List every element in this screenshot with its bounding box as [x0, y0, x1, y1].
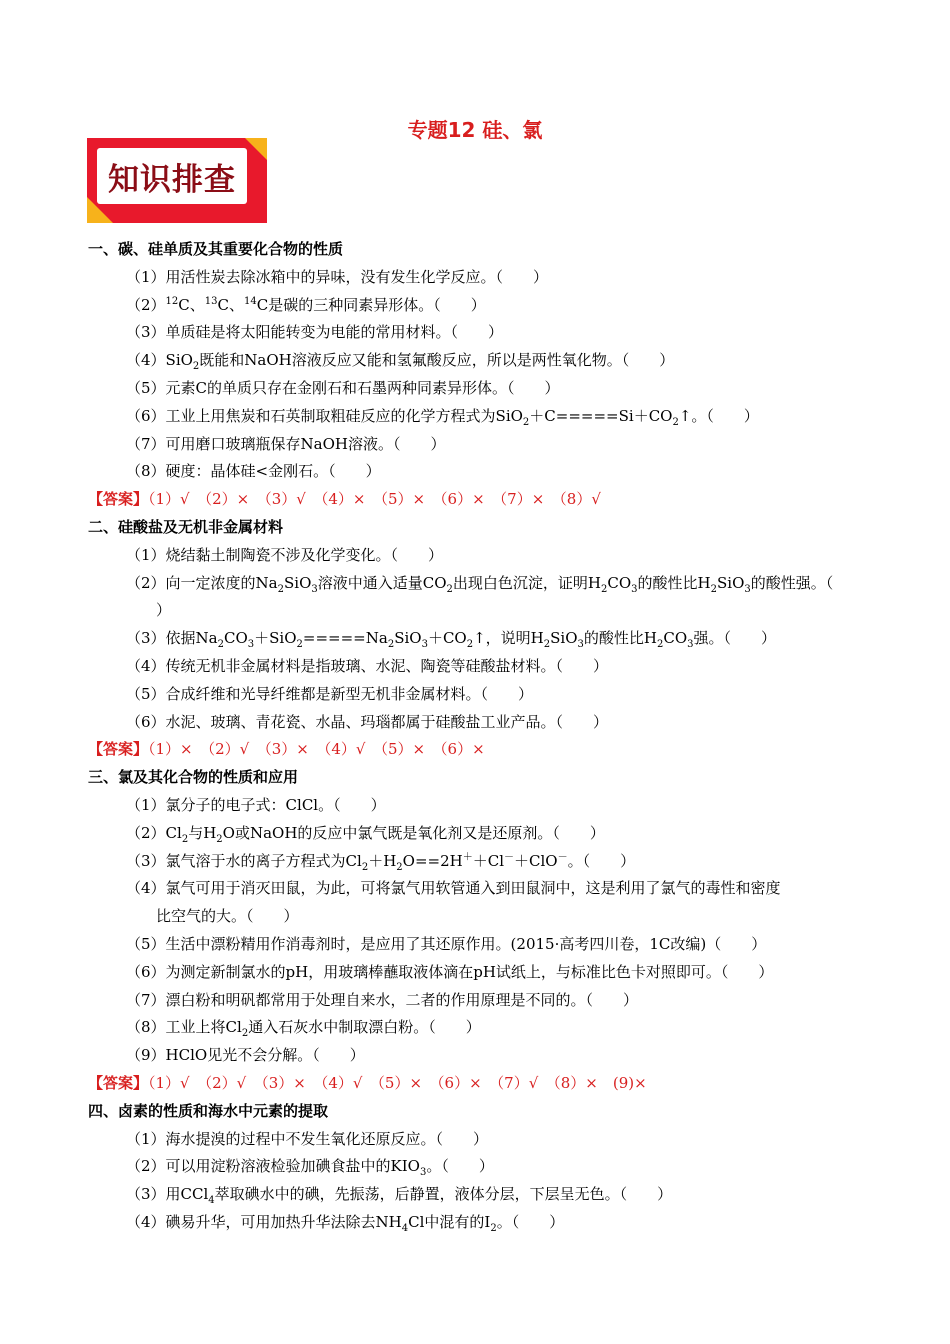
question-item-continuation: ）: [156, 601, 172, 620]
answer-line: [88, 1070, 868, 1098]
question-item: （1）用活性炭去除冰箱中的异味，没有发生化学反应。（ ）: [126, 267, 549, 286]
question-item: （4）传统无机非金属材料是指玻璃、水泥、陶瓷等硅酸盐材料。（ ）: [126, 656, 609, 675]
answer-label: 【答案】: [88, 1073, 149, 1092]
question-item: （5）生活中漂粉精用作消毒剂时，是应用了其还原作用。(2015·高考四川卷，1C改编)（ ）: [126, 934, 767, 953]
question-item: （3）用CCl$_4$萃取碘水中的碘，先振荡，后静置，液体分层，下层呈无色。（ ）: [126, 1185, 673, 1207]
answer-label: 【答案】: [88, 740, 149, 759]
question-item: $(2)^{12}C$、$^{13}$C、$^{14}$C是碳的三种同素异形体。（ ）: [126, 295, 486, 314]
page-title: 专题12 硅、氯: [407, 118, 543, 142]
badge-corner-decoration: [245, 138, 267, 160]
question-item: （3）单质硅是将太阳能转变为电能的常用材料。（ ）: [126, 323, 504, 342]
question-item: （8）工业上将$Cl_2$通入石灰水中制取漂白粉。（ ）: [126, 1018, 481, 1040]
answer-text: （1）√ （2）√ （3）× （4）√ （5）× （6）× （7）√ （8）× (9)×: [148, 1073, 647, 1092]
question-item: （7）漂白粉和明矾都常用于处理自来水，二者的作用原理是不同的。（ ）: [126, 990, 639, 1009]
section-heading: 三、氯及其化合物的性质和应用: [88, 768, 299, 787]
section-heading: 一、碳、硅单质及其重要化合物的性质: [88, 240, 344, 258]
answer-label: 【答案】: [88, 490, 149, 509]
question-item: （6）水泥、玻璃、青花瓷、水晶、玛瑙都属于硅酸盐工业产品。（ ）: [126, 712, 609, 731]
question-item: （4）氯气可用于消灭田鼠，为此，可将氯气用软管通入到田鼠洞中，这是利用了氯气的毒性和密度: [126, 879, 781, 898]
answer-text: （1）× （2）√ （3）× （4）√ （5）× （6）×: [148, 740, 485, 759]
question-item: （8）硬度：晶体硅<金刚石。（ ）: [126, 462, 381, 481]
knowledge-check-badge: [87, 138, 267, 223]
document-body: [88, 236, 868, 1237]
question-item: （1）烧结黏土制陶瓷不涉及化学变化。（ ）: [126, 545, 444, 564]
badge-label: 知识排查: [108, 161, 236, 198]
question-item: （5）合成纤维和光导纤维都是新型无机非金属材料。（ ）: [126, 684, 534, 703]
question-item: （1）氯分子的电子式：ClCl。（ ）: [126, 795, 386, 814]
question-item: （3）氯气溶于水的离子方程式为$Cl_2+H_2O==2H^++Cl^-+ClO^-$。（ ）: [126, 851, 636, 873]
question-item: （4）碘易升华，可用加热升华法除去$NH_4Cl$中混有的$I_2$。（ ）: [126, 1212, 565, 1234]
question-item: （2）可以用淀粉溶液检验加碘食盐中的$KIO_3$。（ ）: [126, 1157, 494, 1179]
answer-line: [88, 736, 868, 764]
question-item-continuation: 比空气的大。（ ）: [156, 907, 299, 926]
question-item: （6）工业上用焦炭和石英制取粗硅反应的化学方程式为$SiO_2+C=====Si+CO_2↑$。（ ）: [126, 406, 759, 428]
question-item: （1）海水提溴的过程中不发生氧化还原反应。（ ）: [126, 1129, 489, 1148]
answer-text: （1）√ （2）× （3）√ （4）× （5）× （6）× （7）× （8）√: [148, 490, 601, 509]
section-heading: 四、卤素的性质和海水中元素的提取: [88, 1101, 329, 1120]
question-item: （9）HClO见光不会分解。（ ）: [126, 1046, 365, 1065]
question-item: （4）SiO$_2$既能和NaOH溶液反应又能和氢氟酸反应，所以是两性氧化物。（ ）: [126, 351, 675, 373]
question-item: （5）元素C的单质只存在金刚石和石墨两种同素异形体。（ ）: [126, 378, 560, 397]
question-item: （2）向一定浓度的$Na_2SiO_3$溶液中通入适量$CO_2$出现白色沉淀，证明$H_2CO_3$的酸性比$H_2SiO_3$的酸性强。（: [126, 573, 834, 595]
question-item: $(2)Cl_2$与$H_2O$或NaOH的反应中氯气既是氧化剂又是还原剂。（ ）: [126, 823, 605, 845]
answer-line: [88, 486, 868, 514]
section-heading: 二、硅酸盐及无机非金属材料: [88, 517, 284, 536]
question-item: （3）依据$Na_2CO_3+SiO_2=====Na_2SiO_3+CO_2↑$，说明$H_2SiO_3$的酸性比$H_2CO_3$强。（ ）: [126, 629, 777, 651]
question-item: （7）可用磨口玻璃瓶保存NaOH溶液。（ ）: [126, 434, 446, 453]
badge-label-box: [97, 148, 247, 204]
question-item: （6）为测定新制氯水的pH，用玻璃棒蘸取液体滴在pH试纸上，与标准比色卡对照即可。（ ）: [126, 962, 774, 981]
